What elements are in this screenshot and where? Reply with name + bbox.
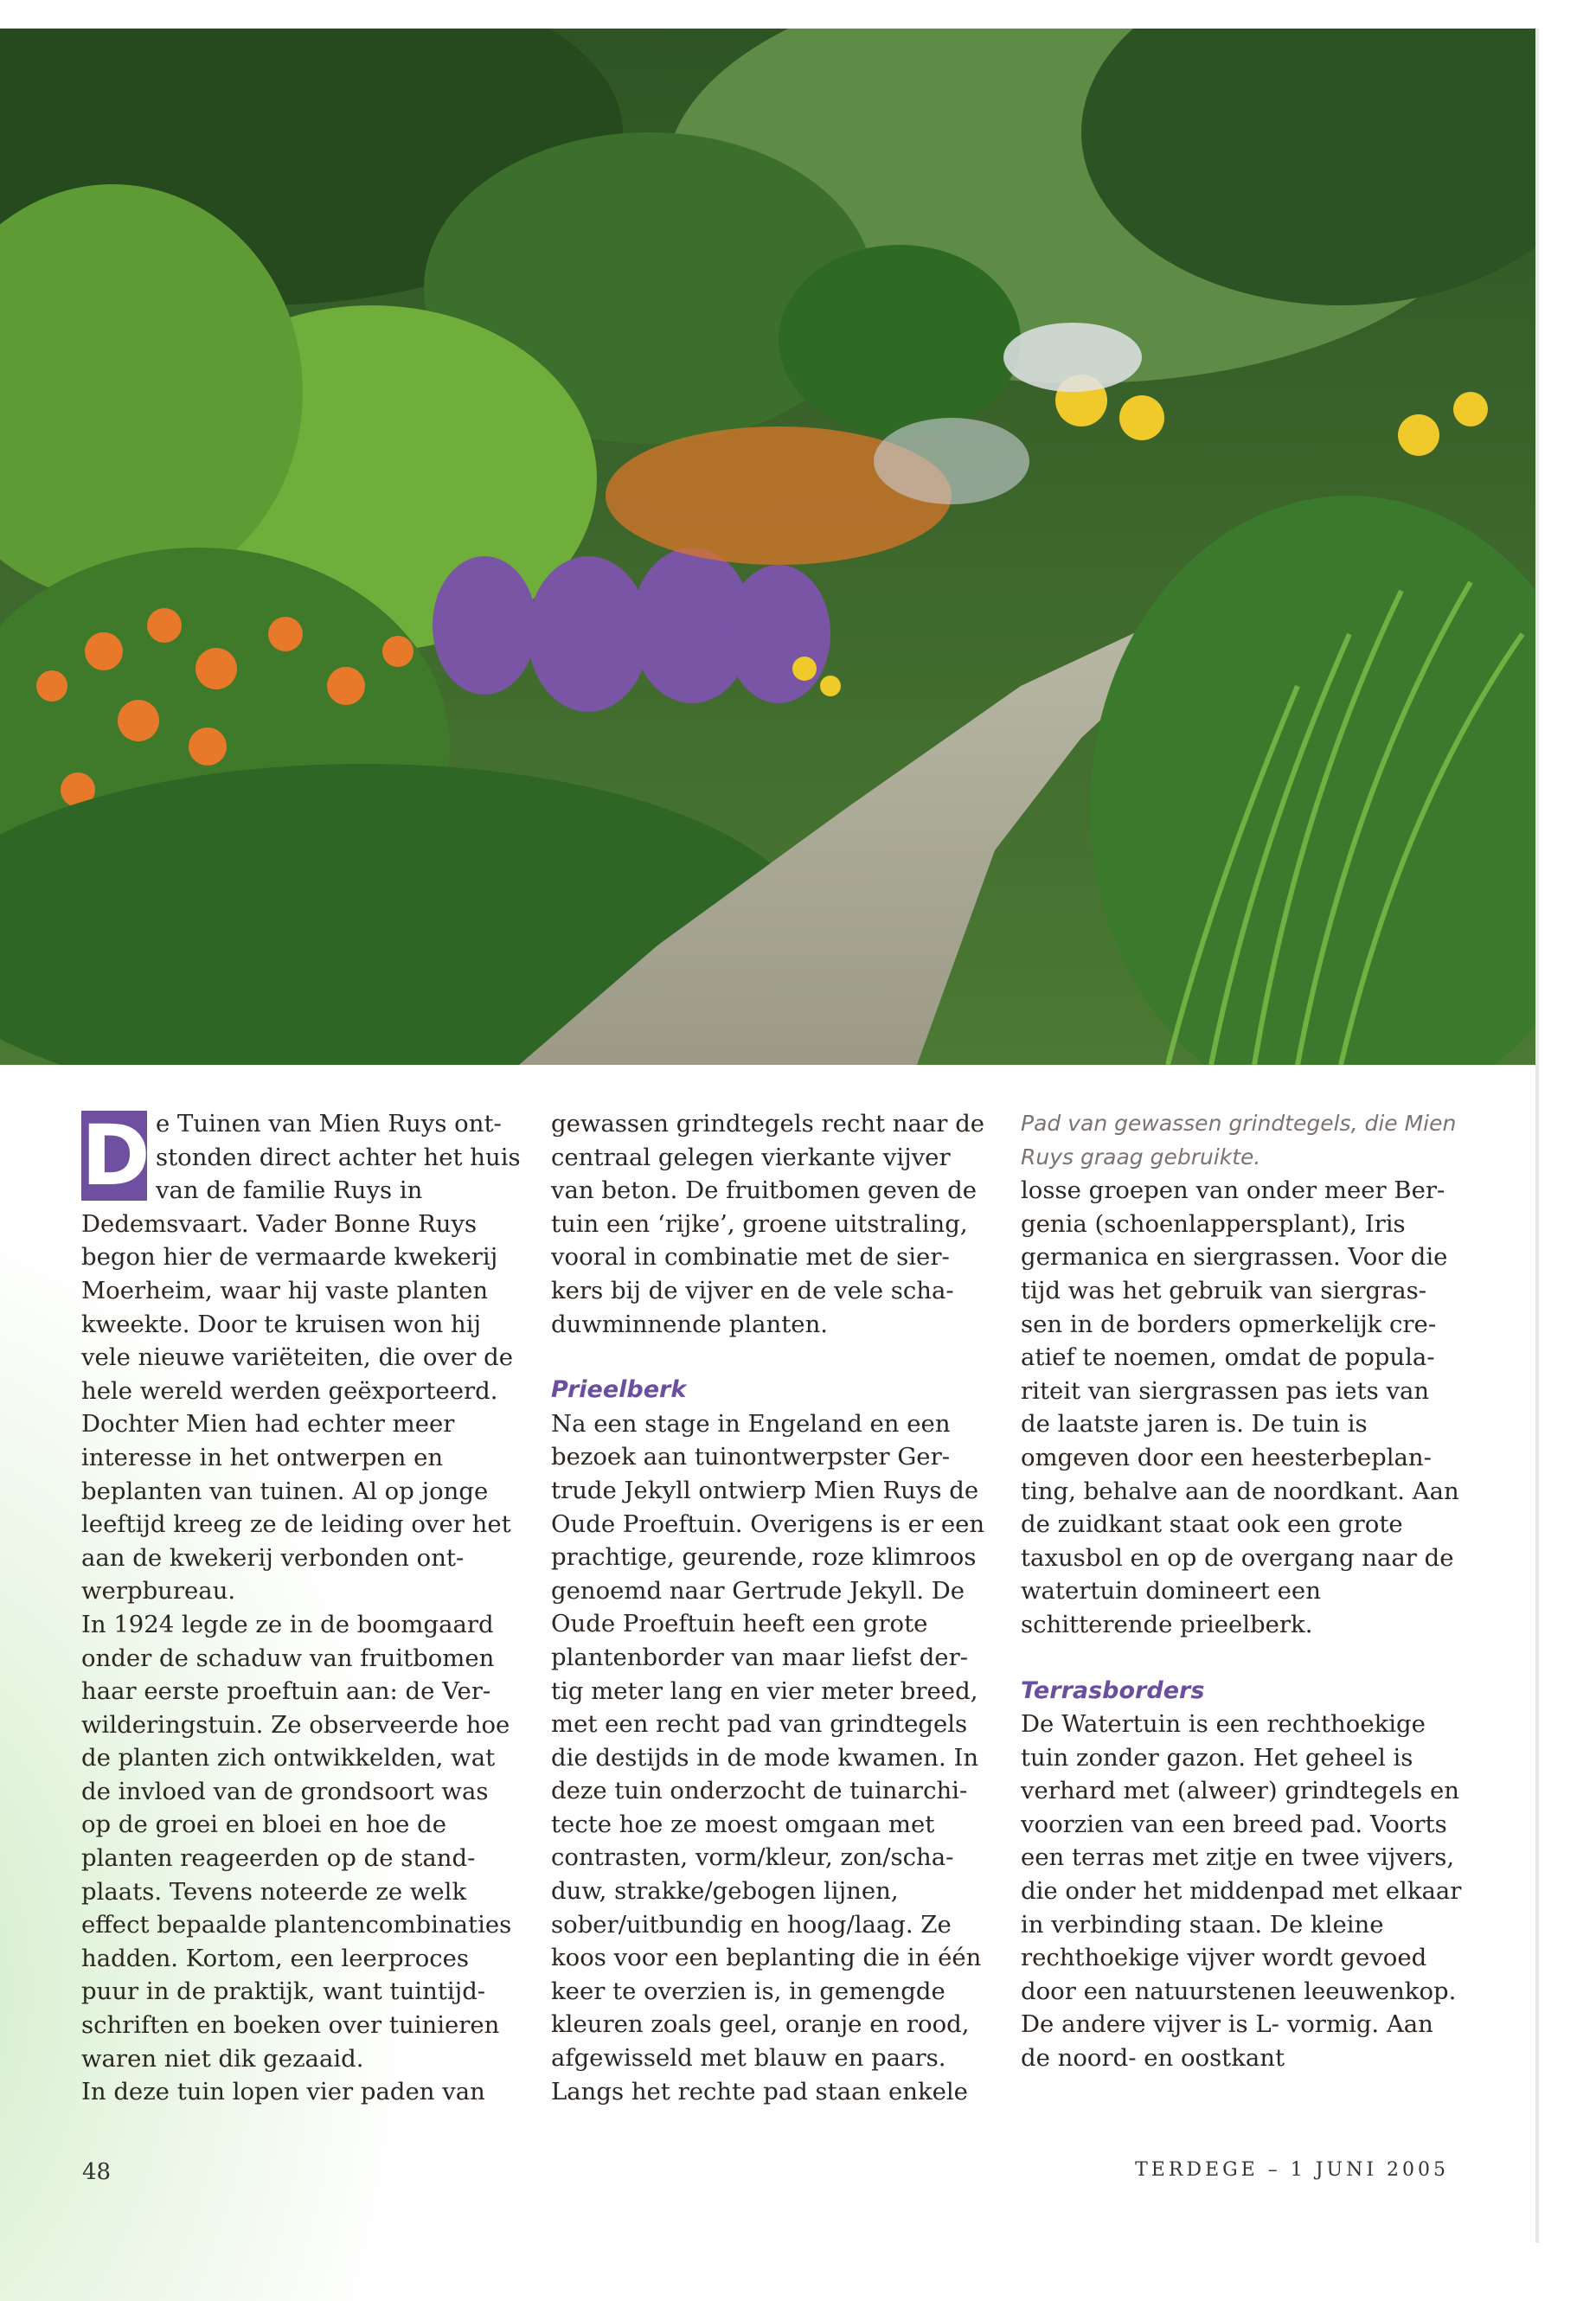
page-number: 48	[82, 2159, 112, 2185]
photo-caption: Pad van gewassen grindtegels, die Mien Ruys graag gebruikte.	[1021, 1111, 1457, 1170]
column-2	[551, 1107, 992, 2108]
garden-photo-icon	[0, 29, 1535, 1065]
column-3	[1021, 1107, 1462, 2075]
garden-photo	[0, 29, 1535, 1065]
section-heading-prieelberk: Prieelberk	[551, 1376, 687, 1404]
page-edge	[1535, 29, 1539, 2243]
paragraph: gewassen grindtegels recht naar de centraal gelegen vierkante vijver van beton. De fruitbomen geven de tuin een ‘rijke’, groene uitstraling, vooral in combinatie met de sier- kers bij de vijver en de vele scha- duwminnende planten.	[551, 1110, 985, 1338]
paragraph: De Watertuin is een rechthoekige tuin zonder gazon. Het geheel is verhard met (alweer) grindtegels en voorzien van een breed pad. Voorts een terras met zitje en twee vijvers, die onder het middenpad met elkaar in verbinding staan. De kleine rechthoekige vijver wordt gevoed door een natuurstenen leeuwenkop. De andere vijver is L- vormig. Aan de noord- en oostkant	[1021, 1710, 1462, 2073]
paragraph: losse groepen van onder meer Ber- genia (schoenlappersplant), Iris germanica en siergrassen. Voor die tijd was het gebruik van siergras- sen in de borders opmerkelijk cre- atief te noemen, omdat de popula- riteit van siergrassen pas iets van de laatste jaren is. De tuin is omgeven door een heesterbeplan- ting, behalve aan de noordkant. Aan de zuidkant staat ook een grote taxusbol en op de overgang naar de watertuin domineert een schitterende prieelberk.	[1021, 1176, 1459, 1638]
drop-cap: D	[81, 1107, 151, 1204]
column-1	[81, 1107, 522, 2109]
paragraph: e Tuinen van Mien Ruys ont- stonden direct achter het huis van de familie Ruys in Dedemsvaart. Vader Bonne Ruys begon hier de vermaarde kwekerij Moerheim, waar hij vaste planten kweekte. Door te kruisen won hij vele nieuwe variëteiten, die over de hele wereld werden geëxporteerd. Dochter Mien had echter meer interesse in het ontwerpen en beplanten van tuinen. Al op jonge leeftijd kreeg ze de leiding over het aan de kwekerij verbonden ont- werpbureau.	[81, 1110, 521, 1606]
paragraph: In deze tuin lopen vier paden van	[81, 2078, 485, 2106]
paragraph: Na een stage in Engeland en een bezoek aan tuinontwerpster Ger- trude Jekyll ontwierp Mien Ruys de Oude Proeftuin. Overigens is er een prachtige, geurende, roze klimroos genoemd naar Gertrude Jekyll. De Oude Proeftuin heeft een grote plantenborder van maar liefst der- tig meter lang en vier meter breed, met een recht pad van grindtegels die destijds in de mode kwamen. In deze tuin onderzocht de tuinarchi- tecte hoe ze moest omgaan met contrasten, vorm/kleur, zon/scha- duw, strakke/gebogen lijnen, sober/uitbundig en hoog/laag. Ze koos voor een beplanting die in één keer te overzien is, in gemengde kleuren zoals geel, oranje en rood, afgewisseld met blauw en paars. Langs het rechte pad staan enkele	[551, 1409, 985, 2106]
paragraph: In 1924 legde ze in de boomgaard onder de schaduw van fruitbomen haar eerste proeftuin aan: de Ver- wilderingstuin. Ze observeerde hoe de planten zich ontwikkelden, wat de invloed van de grondsoort was op de groei en bloei en hoe de planten reageerden op de stand- plaats. Tevens noteerde ze welk effect bepaalde plantencombinaties hadden. Kortom, een leerproces puur in de praktijk, want tuintijd- schriften en boeken over tuinieren waren niet dik gezaaid.	[81, 1610, 512, 2073]
section-heading-terrasborders: Terrasborders	[1021, 1676, 1205, 1704]
journal-footer: TERDEGE – 1 JUNI 2005	[1135, 2159, 1449, 2181]
